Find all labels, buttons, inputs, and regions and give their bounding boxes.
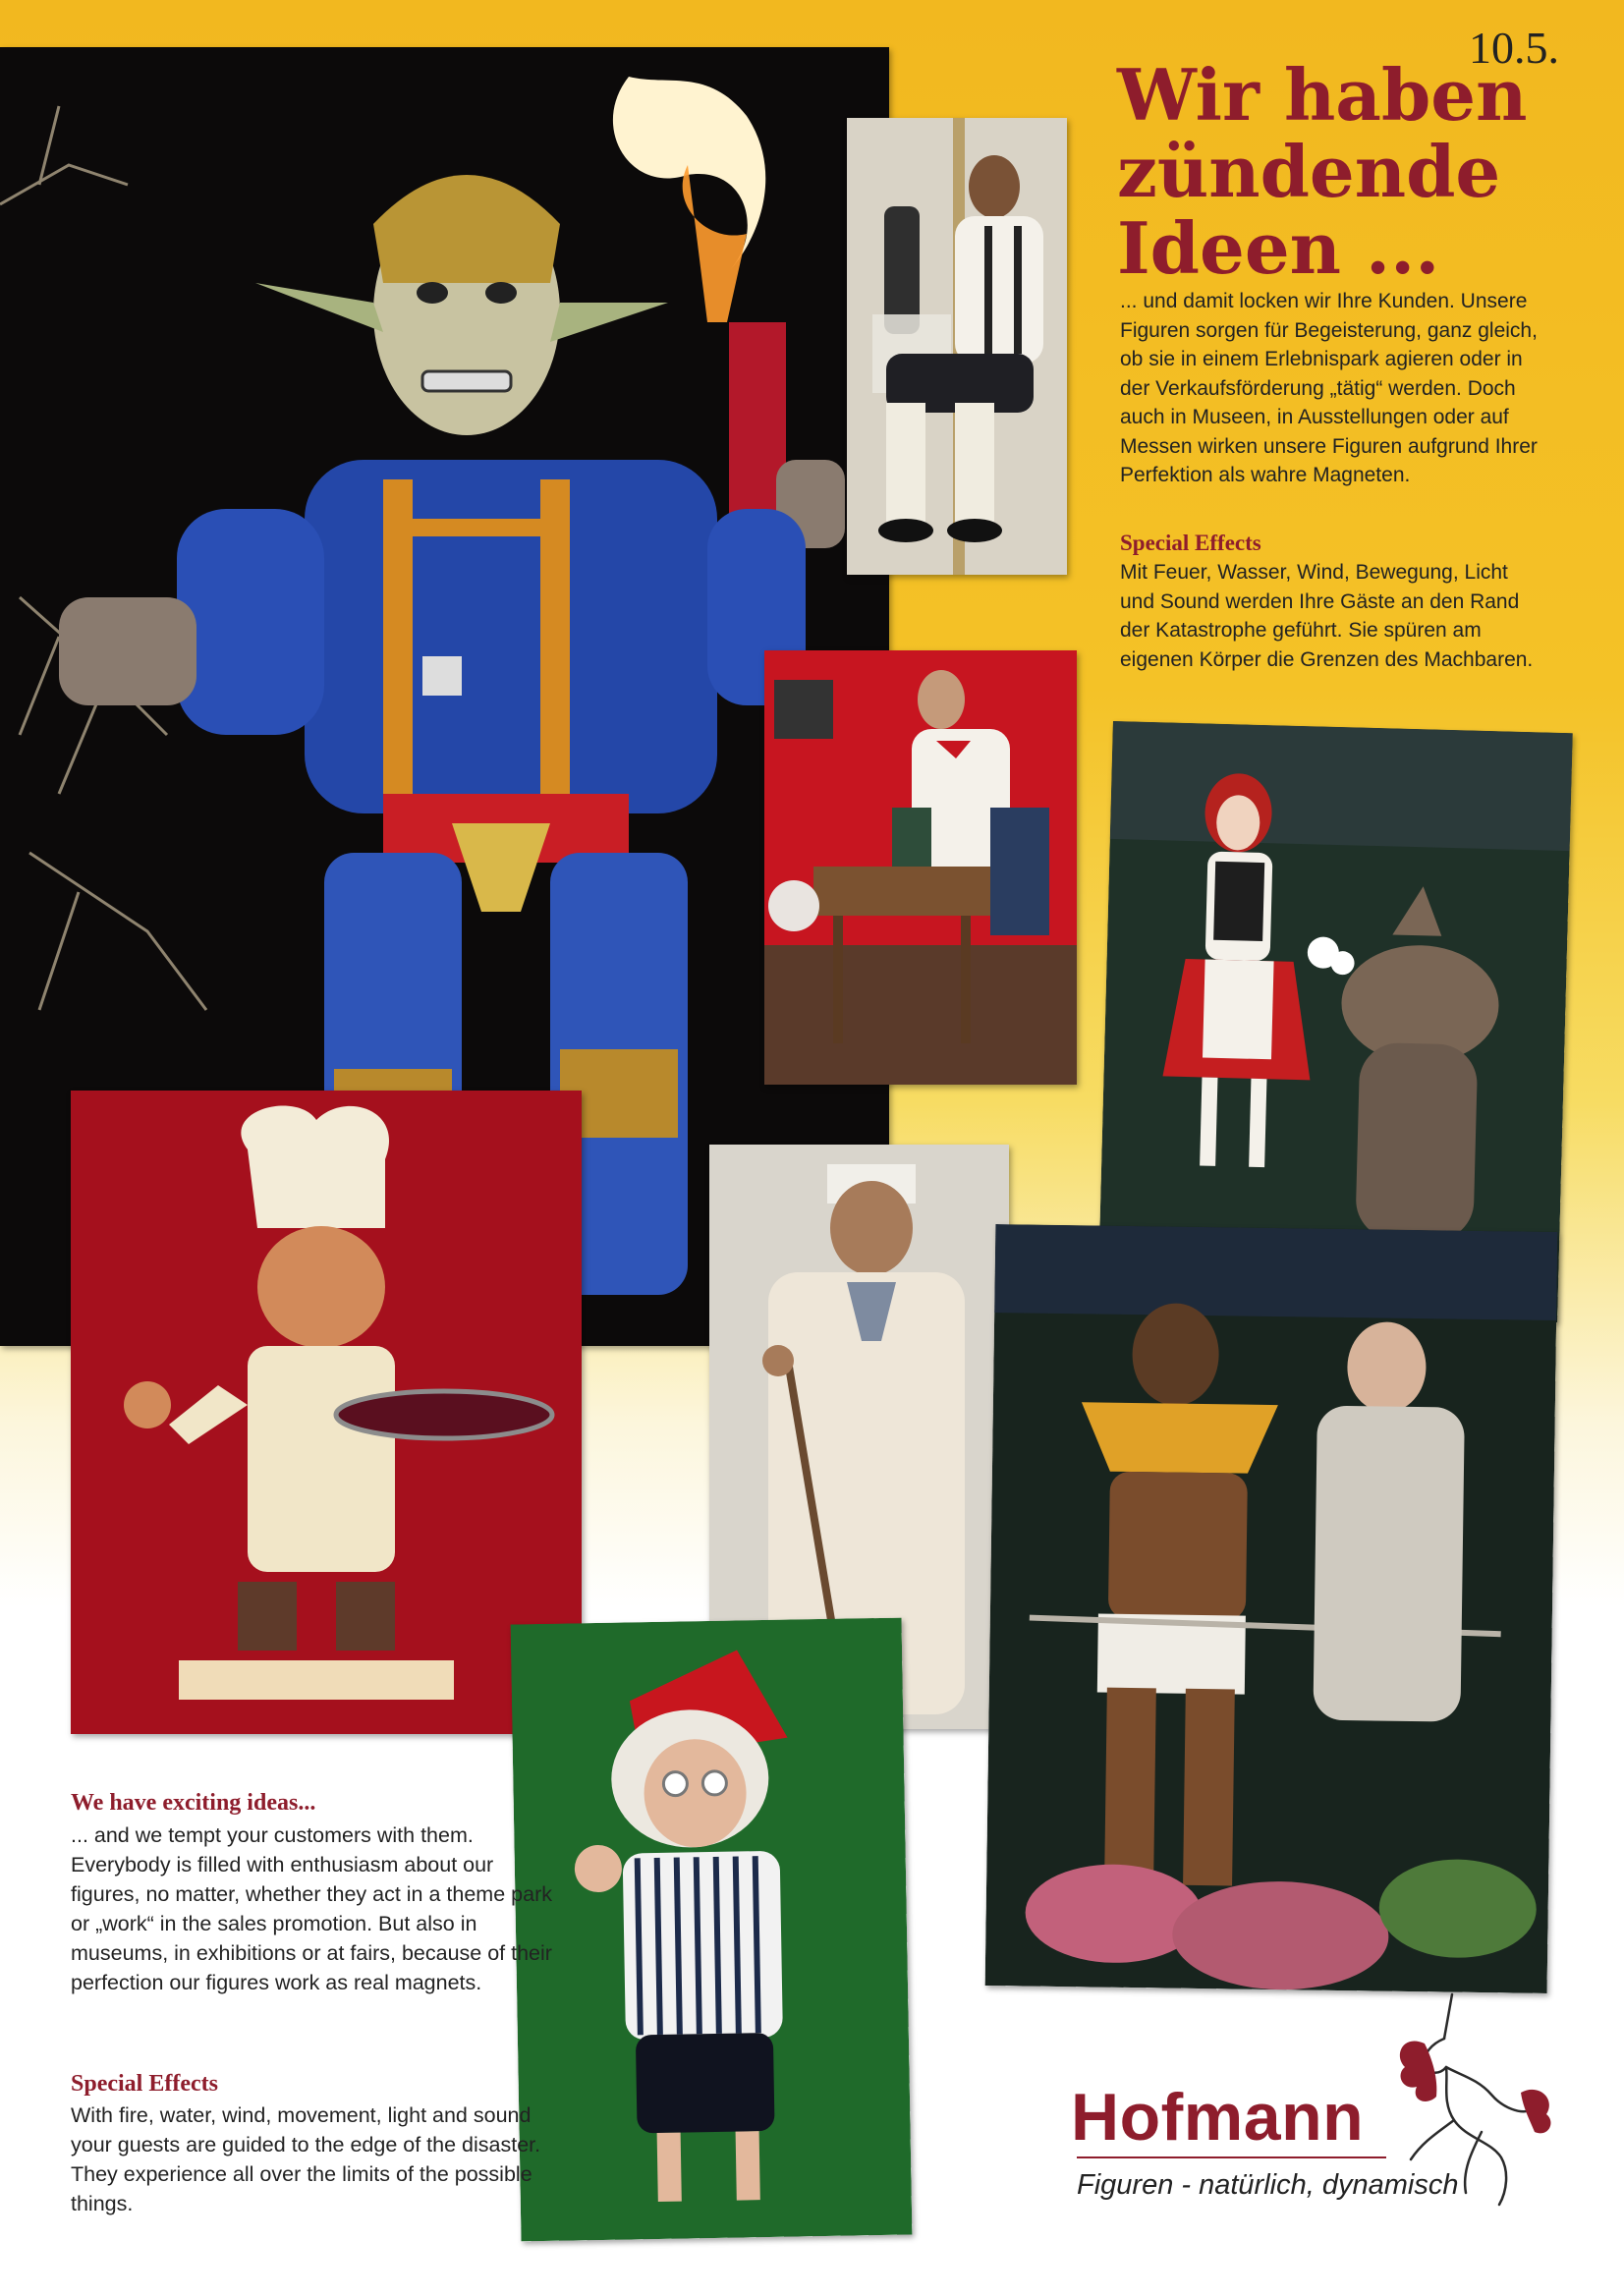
photo-warrior-and-explorer	[985, 1224, 1558, 1993]
english-heading: We have exciting ideas...	[71, 1790, 316, 1816]
english-effects-text: With fire, water, wind, movement, light and sound your guests are guided to the edge of the disaster. They experience all over the limits of the possible things.	[71, 2103, 541, 2215]
photo-man-at-desk	[764, 650, 1077, 1085]
photo-waiter-champagne	[847, 118, 1067, 575]
brand-name: Hofmann	[1071, 2080, 1365, 2155]
page-number: 10.5.	[1469, 23, 1559, 73]
brand-divider	[1077, 2156, 1386, 2158]
unicorn-icon	[1383, 1985, 1560, 2211]
german-intro-text: ... und damit locken wir Ihre Kunden. Unsere Figuren sorgen für Begeisterung, ganz gleich, ob sie in einem Erlebnispark agieren oder in der Verkaufsförderung „tätig“ werden. Doch auch in Museen, in Ausstellungen oder auf Messen wirken unsere Figuren aufgrund Ihrer Perfektion als wahre Magneten.	[1120, 290, 1538, 486]
brand-tagline: Figuren - natürlich, dynamisch	[1077, 2169, 1459, 2201]
headline-line-2: zündende	[1117, 130, 1501, 213]
headline	[1117, 53, 1589, 290]
photo-chef	[71, 1091, 582, 1734]
german-effects-heading: Special Effects	[1120, 531, 1261, 555]
hofmann-logo	[1071, 1985, 1562, 2211]
headline-line-1: Wir haben	[1117, 53, 1528, 137]
english-effects-heading: Special Effects	[71, 2071, 218, 2097]
photo-gnome	[511, 1618, 913, 2242]
english-intro-text: ... and we tempt your customers with them. Everybody is filled with enthusiasm about our figures, no matter, whether they act in a theme park or „work“ in the sales promotion. But also in museums, in exhibitions or at fairs, because of their perfection our figures work as real magnets.	[71, 1823, 552, 1994]
headline-line-3: Ideen ...	[1117, 206, 1440, 290]
german-effects-text: Mit Feuer, Wasser, Wind, Bewegung, Licht und Sound werden Ihre Gäste an den Rand der Katastrophe geführt. Sie spüren am eigenen Körper die Grenzen des Machbaren.	[1120, 561, 1534, 671]
